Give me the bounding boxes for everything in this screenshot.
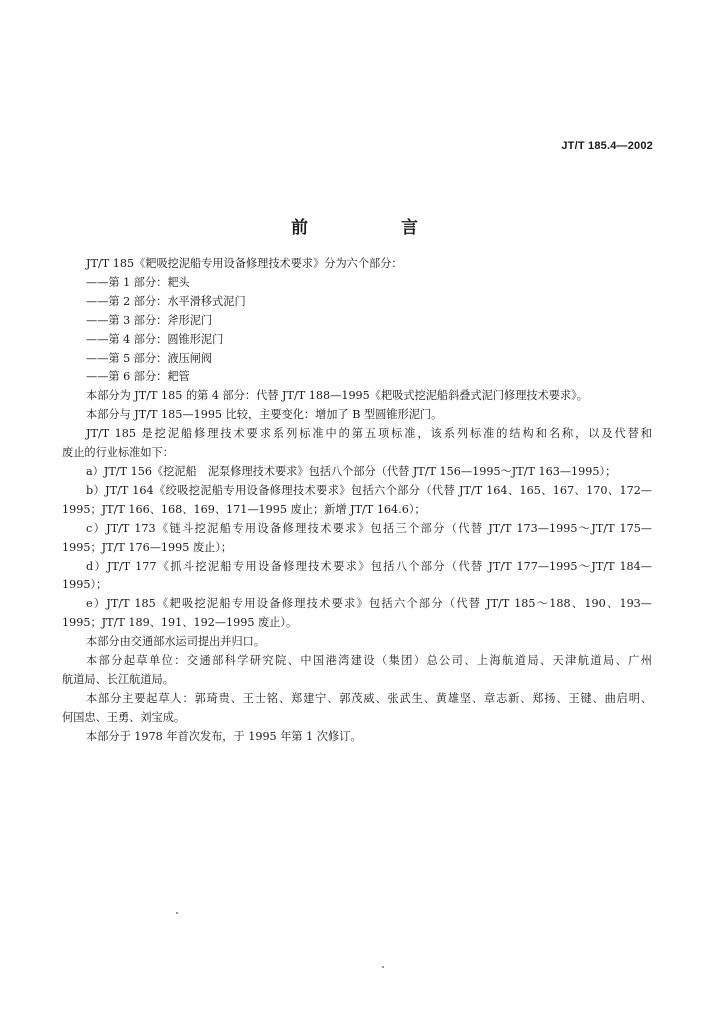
paragraph-drafting-units-line-1: 本部分起草单位：交通部科学研究院、中国港湾建设（集团）总公司、上海航道局、天津航道局、广州 <box>86 654 652 668</box>
paragraph-drafting-units-line-2: 航道局、长江航道局。 <box>62 672 174 686</box>
list-item-d-line-2: 1995）； <box>62 578 108 592</box>
list-item-b-line-2: 1995；JT/T 166、168、169、171—1995 废止；新增 JT/T 164.6）； <box>62 502 426 516</box>
list-item-d-line-1: d）JT/T 177《抓斗挖泥船专用设备修理技术要求》包括八个部分（代替 JT/T 177—1995～JT/T 184— <box>86 559 652 573</box>
list-item-b-line-1: b）JT/T 164《绞吸挖泥船专用设备修理技术要求》包括六个部分（代替 JT/T 164、165、167、170、172— <box>86 483 652 497</box>
paragraph-history: 本部分于 1978 年首次发布，于 1995 年第 1 次修订。 <box>86 729 362 743</box>
list-item-c-line-1: c）JT/T 173《链斗挖泥船专用设备修理技术要求》包括三个部分（代替 JT/T 173—1995～JT/T 175— <box>86 521 652 535</box>
paragraph-changes: 本部分与 JT/T 185—1995 比较，主要变化：增加了 B 型圆锥形泥门。 <box>86 408 443 422</box>
page-title: 前 言 <box>291 218 456 238</box>
list-item-part-1: ——第 1 部分：耙头 <box>86 275 190 289</box>
list-item-part-4: ——第 4 部分：圆锥形泥门 <box>86 332 224 346</box>
paragraph-proposer: 本部分由交通部水运司提出并归口。 <box>86 635 266 649</box>
list-item-e-line-2: 1995；JT/T 189、191、192—1995 废止）。 <box>62 616 298 630</box>
paragraph-drafters-line-2: 何国忠、王勇、刘宝成。 <box>62 710 186 724</box>
list-item-part-6: ——第 6 部分：耙管 <box>86 370 190 384</box>
list-item-part-3: ——第 3 部分：斧形泥门 <box>86 313 213 327</box>
list-item-c-line-2: 1995；JT/T 176—1995 废止）； <box>62 540 233 554</box>
document-code: JT/T 185.4—2002 <box>561 140 653 152</box>
scan-speck <box>382 966 384 968</box>
scan-speck <box>176 912 178 914</box>
paragraph-intro: JT/T 185《耙吸挖泥船专用设备修理技术要求》分为六个部分： <box>86 257 403 270</box>
paragraph-series-line-2: 废止的行业标准如下： <box>62 446 174 460</box>
list-item-part-2: ——第 2 部分：水平滑移式泥门 <box>86 294 246 308</box>
list-item-a: a）JT/T 156《挖泥船 泥泵修理技术要求》包括八个部分（代替 JT/T 156—1995～JT/T 163—1995）； <box>86 464 617 478</box>
paragraph-series-line-1: JT/T 185 是挖泥船修理技术要求系列标准中的第五项标准，该系列标准的结构和名称，以及代替和 <box>86 427 652 441</box>
document-body <box>62 255 652 747</box>
list-item-part-5: ——第 5 部分：液压闸阀 <box>86 351 213 365</box>
paragraph-drafters-line-1: 本部分主要起草人：郭琦贵、王士铭、郑建宁、郭茂威、张武生、黄雄坚、章志新、郑扬、王键、曲启明、 <box>86 691 652 705</box>
paragraph-replaces: 本部分为 JT/T 185 的第 4 部分：代替 JT/T 188—1995《耙吸式挖泥船斜叠式泥门修理技术要求》。 <box>86 389 588 403</box>
list-item-e-line-1: e）JT/T 185《耙吸挖泥船专用设备修理技术要求》包括六个部分（代替 JT/T 185～188、190、193— <box>86 597 652 611</box>
